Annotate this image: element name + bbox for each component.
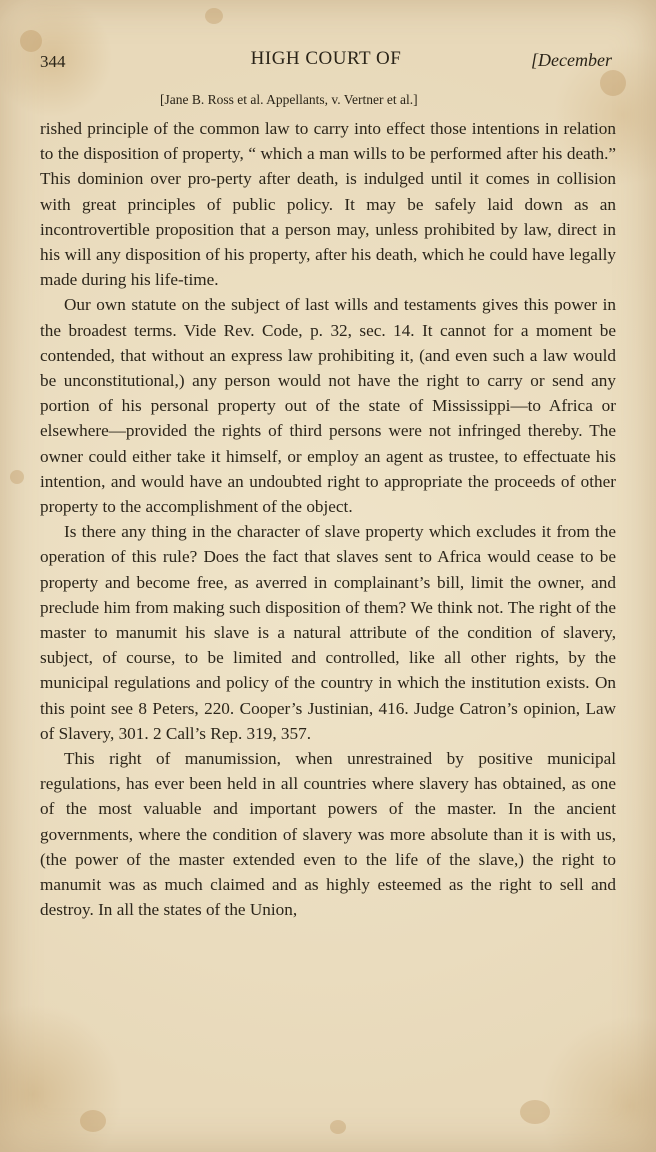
stain bbox=[205, 8, 223, 24]
running-title: HIGH COURT OF bbox=[250, 48, 402, 69]
paragraph: rished principle of the common law to carry into effect those intentions in relation to the disposition of property, “ which a man wills to be performed after his death.” This dominion over pro-perty after death, is indulged until it comes in collision with great principles of public policy. It may be safely laid down as an incontrovertible proposition that a person may, unless prohibited by law, direct in his will any disposition of his property, after his death, which he could have legally made during his life-time. bbox=[40, 119, 616, 290]
stain bbox=[330, 1120, 346, 1134]
paragraph: Is there any thing in the character of slave property which excludes it from the operation of this rule? Does the fact that slaves sent to Africa would cease to be property and become free, as averred in complainant’s bill, limit the owner, and preclude him from making such disposition of them? We think not. The right of the master to manumit his slave is a natural attribute of the condition of slavery, subject, of course, to be limited and controlled, like all other rights, by the municipal regulations and policy of the country in which the institution exists. On this point see 8 Peters, 220. Cooper’s Justinian, 416. Judge Catron’s opinion, Law of Slavery, 301. 2 Call’s Rep. 319, 357. bbox=[40, 522, 616, 743]
page-number: 344 bbox=[40, 52, 66, 71]
stain bbox=[10, 470, 24, 484]
stain bbox=[520, 1100, 550, 1124]
running-header bbox=[40, 48, 612, 76]
running-month: [December bbox=[531, 50, 612, 70]
stain bbox=[80, 1110, 106, 1132]
paragraph: This right of manumission, when unrestrained by positive municipal regulations, has ever been held in all countries where slavery has obtained, as one of the most valuable and important powers of the master. In the ancient governments, where the condition of slavery was more absolute than it is with us, (the power of the master extended even to the life of the slave,) the right to manumit was as much claimed and as highly esteemed as the right to sell and destroy. In all the states of the Union, bbox=[40, 749, 616, 920]
case-reference: [Jane B. Ross et al. Appellants, v. Vertner et al.] bbox=[160, 92, 418, 107]
stain bbox=[20, 30, 42, 52]
body-text bbox=[40, 116, 616, 923]
paragraph: Our own statute on the subject of last wills and testaments gives this power in the broadest terms. Vide Rev. Code, p. 32, sec. 14. It cannot for a moment be contended, that without an express law prohibiting it, (and even such a law would be unconstitutional,) any person would not have the right to carry or send any portion of his personal property out of the state of Mississippi—to Africa or elsewhere—provided the rights of third persons were not infringed thereby. The owner could either take it himself, or employ an agent as trustee, to effectuate his intention, and would have an undoubted right to appropriate the proceeds of other property to the accomplishment of the object. bbox=[40, 295, 616, 517]
